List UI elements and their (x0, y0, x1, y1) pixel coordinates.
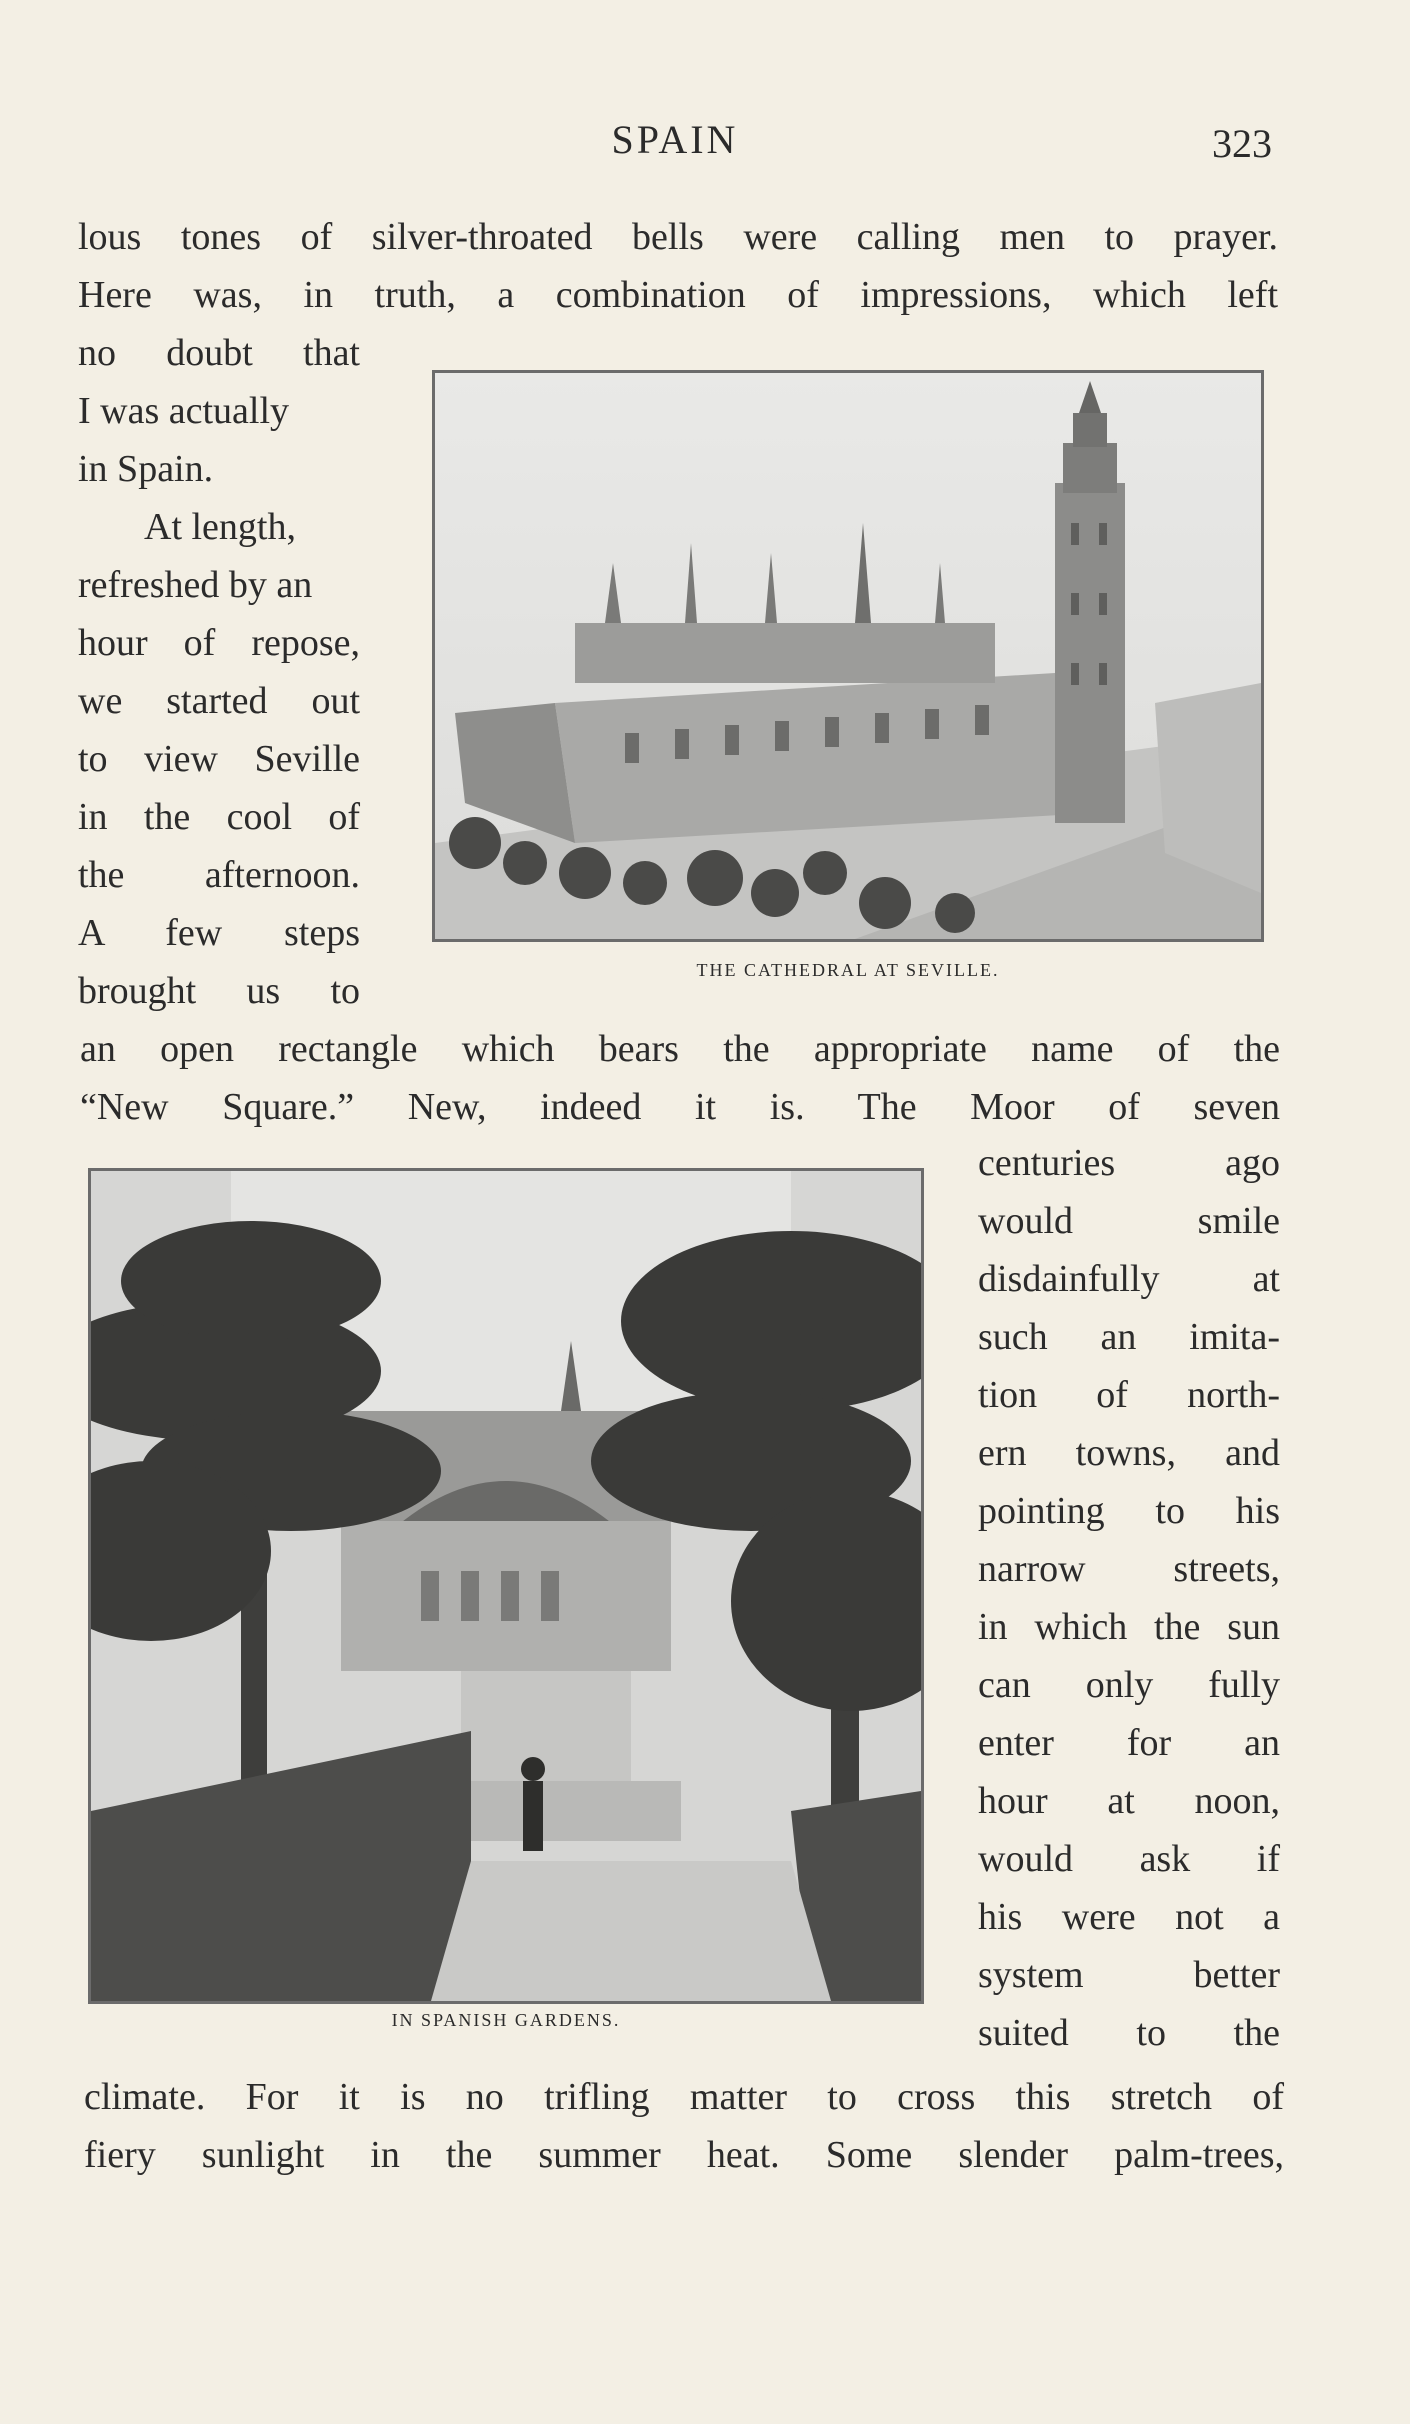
text-line: would ask if (978, 1838, 1280, 1880)
text-line: can only fully (978, 1664, 1280, 1706)
gardens-photo (88, 1168, 924, 2004)
text-line: refreshed by an (78, 564, 313, 606)
gardens-illustration (91, 1171, 921, 2001)
text-line: “New Square.” New, indeed it is. The Moor of seven (80, 1086, 1280, 1128)
running-head (0, 112, 1410, 166)
text-line: tion of north- (978, 1374, 1280, 1416)
text-line: Here was, in truth, a combination of impressions, which left (78, 274, 1278, 316)
text-line: system better (978, 1954, 1280, 1996)
text-line: we started out (78, 680, 360, 722)
text-line: in which the sun (978, 1606, 1280, 1648)
text-line: enter for an (978, 1722, 1280, 1764)
text-line: lous tones of silver-throated bells were calling men to prayer. (78, 216, 1278, 258)
text-line: At length, (144, 506, 296, 548)
text-line: A few steps (78, 912, 360, 954)
text-line: to view Seville (78, 738, 360, 780)
text-line: would smile (978, 1200, 1280, 1242)
text-line: hour at noon, (978, 1780, 1280, 1822)
text-line: centuries ago (978, 1142, 1280, 1184)
text-line: pointing to his (978, 1490, 1280, 1532)
text-line: in Spain. (78, 448, 214, 490)
gardens-caption: IN SPANISH GARDENS. (391, 2010, 621, 2030)
cathedral-illustration (435, 373, 1261, 939)
text-line: no doubt that (78, 332, 360, 374)
text-line: disdainfully at (978, 1258, 1280, 1300)
text-line: suited to the (978, 2012, 1280, 2054)
text-line: I was actually (78, 390, 290, 432)
text-line: an open rectangle which bears the appropriate name of the (80, 1028, 1280, 1070)
text-line: climate. For it is no trifling matter to cross this stretch of (84, 2076, 1284, 2118)
text-line: brought us to (78, 970, 360, 1012)
text-line: such an imita- (978, 1316, 1280, 1358)
text-line: ern towns, and (978, 1432, 1280, 1474)
text-line: in the cool of (78, 796, 360, 838)
text-line: narrow streets, (978, 1548, 1280, 1590)
cathedral-caption: THE CATHEDRAL AT SEVILLE. (696, 960, 1000, 980)
cathedral-photo (432, 370, 1264, 942)
text-line: his were not a (978, 1896, 1280, 1938)
running-head-title: SPAIN (611, 117, 739, 162)
text-line: fiery sunlight in the summer heat. Some slender palm-trees, (84, 2134, 1284, 2176)
text-line: the afternoon. (78, 854, 360, 896)
page-number: 323 (1212, 121, 1272, 166)
text-line: hour of repose, (78, 622, 360, 664)
